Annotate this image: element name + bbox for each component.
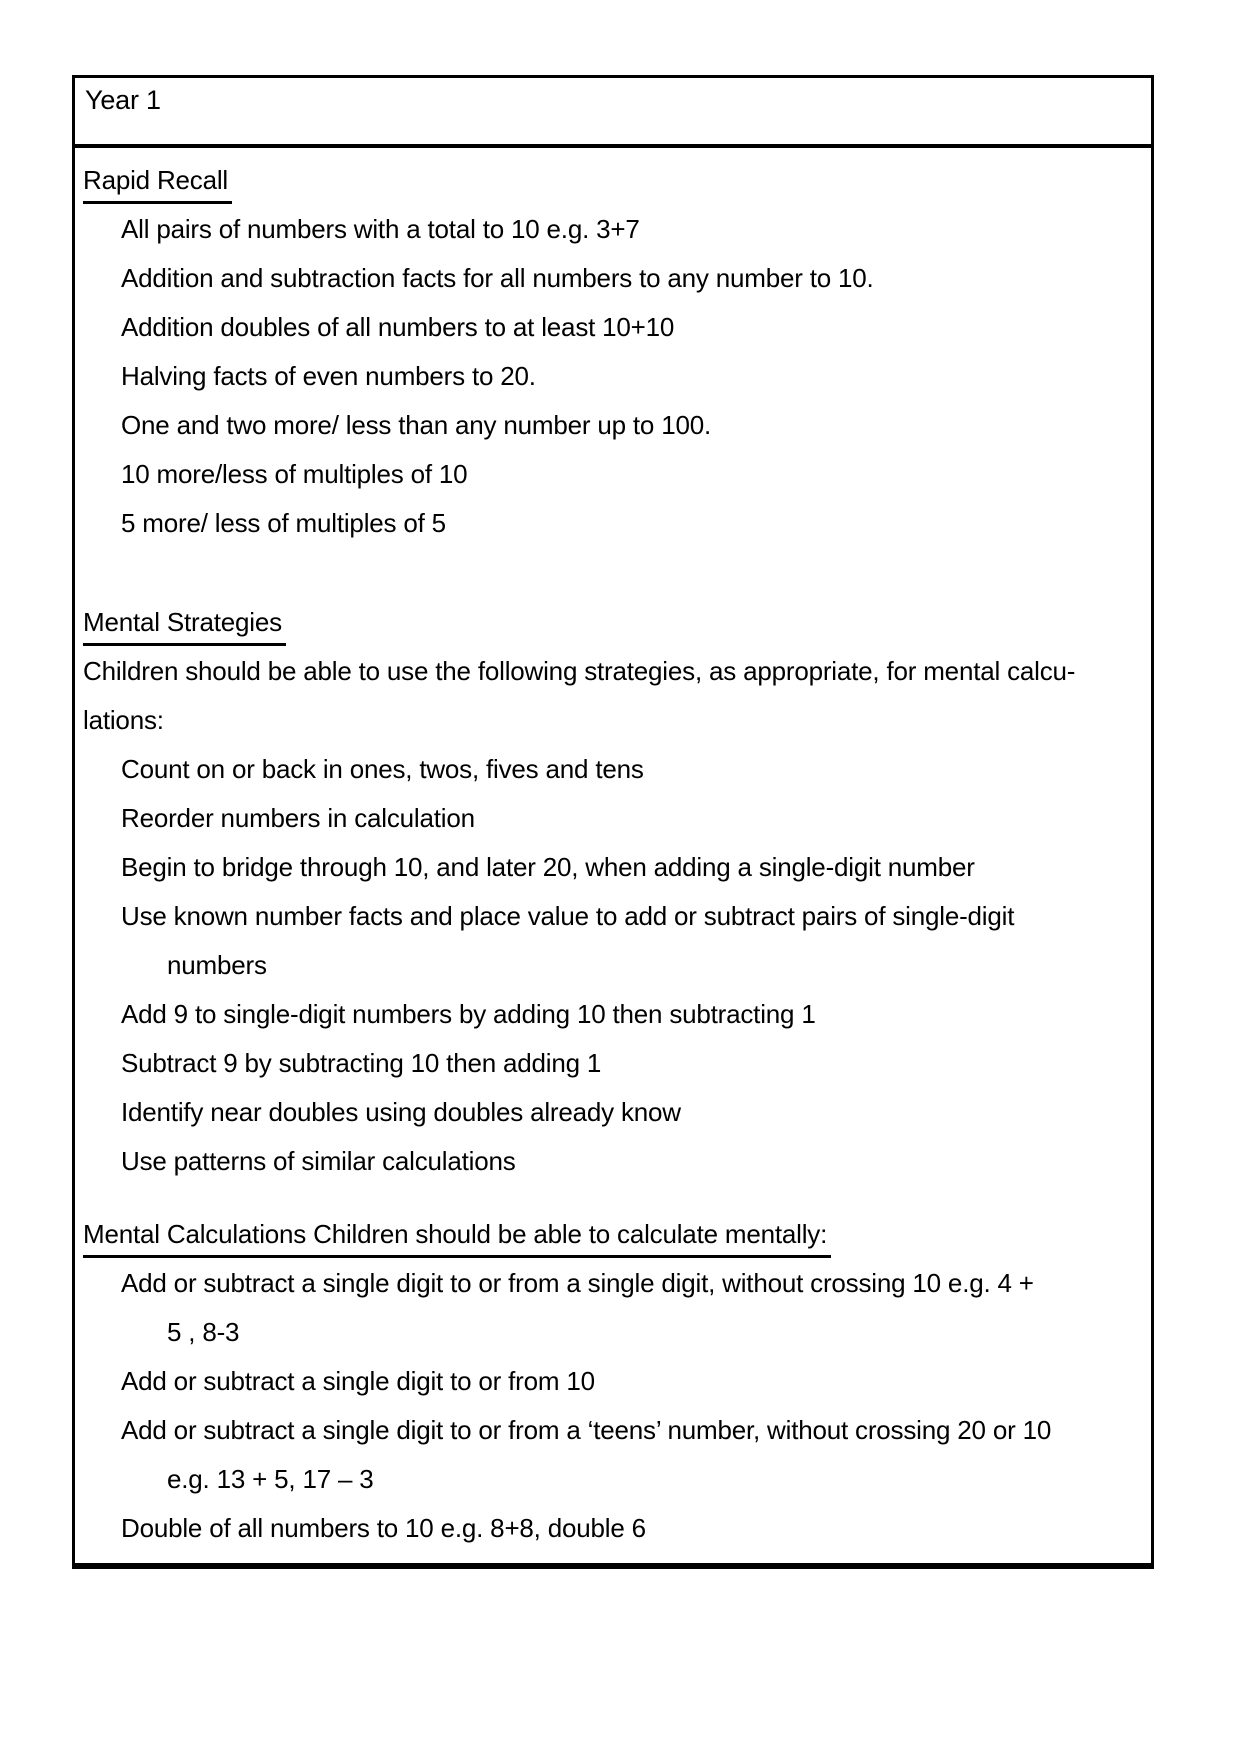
text-line: One and two more/ less than any number up to 100. [121,410,712,440]
text-line: Count on or back in ones, twos, fives and tens [121,754,644,784]
text-line: Add or subtract a single digit to or from a ‘teens’ number, without crossing 20 or 10 [121,1415,1052,1445]
text-line: Addition and subtraction facts for all numbers to any number to 10. [121,263,874,293]
spacer [83,1186,1145,1210]
year-header-cell [75,78,1151,148]
text-line: 5 more/ less of multiples of 5 [121,508,446,538]
text-line: Reorder numbers in calculation [121,803,475,833]
text-line: 5 , 8-3 [167,1317,240,1347]
text-line: Begin to bridge through 10, and later 20, when adding a single-digit number [121,852,975,882]
text-line: Use known number facts and place value to add or subtract pairs of single-digit [121,901,1015,931]
curriculum-table [72,75,1154,1569]
section-heading [83,1210,1145,1259]
section-heading-text: Mental Strategies [83,602,286,646]
text-line: Add 9 to single-digit numbers by adding 10 then subtracting 1 [121,999,816,1029]
year-title: Year 1 [85,85,161,115]
text-line: All pairs of numbers with a total to 10 e.g. 3+7 [121,214,640,244]
text-line: 10 more/less of multiples of 10 [121,459,468,489]
document-body [75,148,1151,1563]
text-line: numbers [167,950,267,980]
text-line: Identify near doubles using doubles already know [121,1097,681,1127]
section-heading [83,598,1145,647]
section-heading-text: Rapid Recall [83,160,232,204]
text-line: Addition doubles of all numbers to at least 10+10 [121,312,675,342]
text-line: Use patterns of similar calculations [121,1146,516,1176]
text-line: Double of all numbers to 10 e.g. 8+8, double 6 [121,1513,646,1543]
section-heading-text: Mental Calculations Children should be able to calculate mentally: [83,1214,831,1258]
text-line: Children should be able to use the following strategies, as appropriate, for mental calcu- [83,656,1076,686]
text-line: lations: [83,705,164,735]
text-line: Add or subtract a single digit to or from a single digit, without crossing 10 e.g. 4 + [121,1268,1034,1298]
page [72,75,1154,1569]
text-line: e.g. 13 + 5, 17 – 3 [167,1464,374,1494]
text-line: Add or subtract a single digit to or from 10 [121,1366,595,1396]
spacer [83,548,1145,598]
section-heading [83,156,1145,205]
text-line: Subtract 9 by subtracting 10 then adding 1 [121,1048,602,1078]
text-line: Halving facts of even numbers to 20. [121,361,536,391]
